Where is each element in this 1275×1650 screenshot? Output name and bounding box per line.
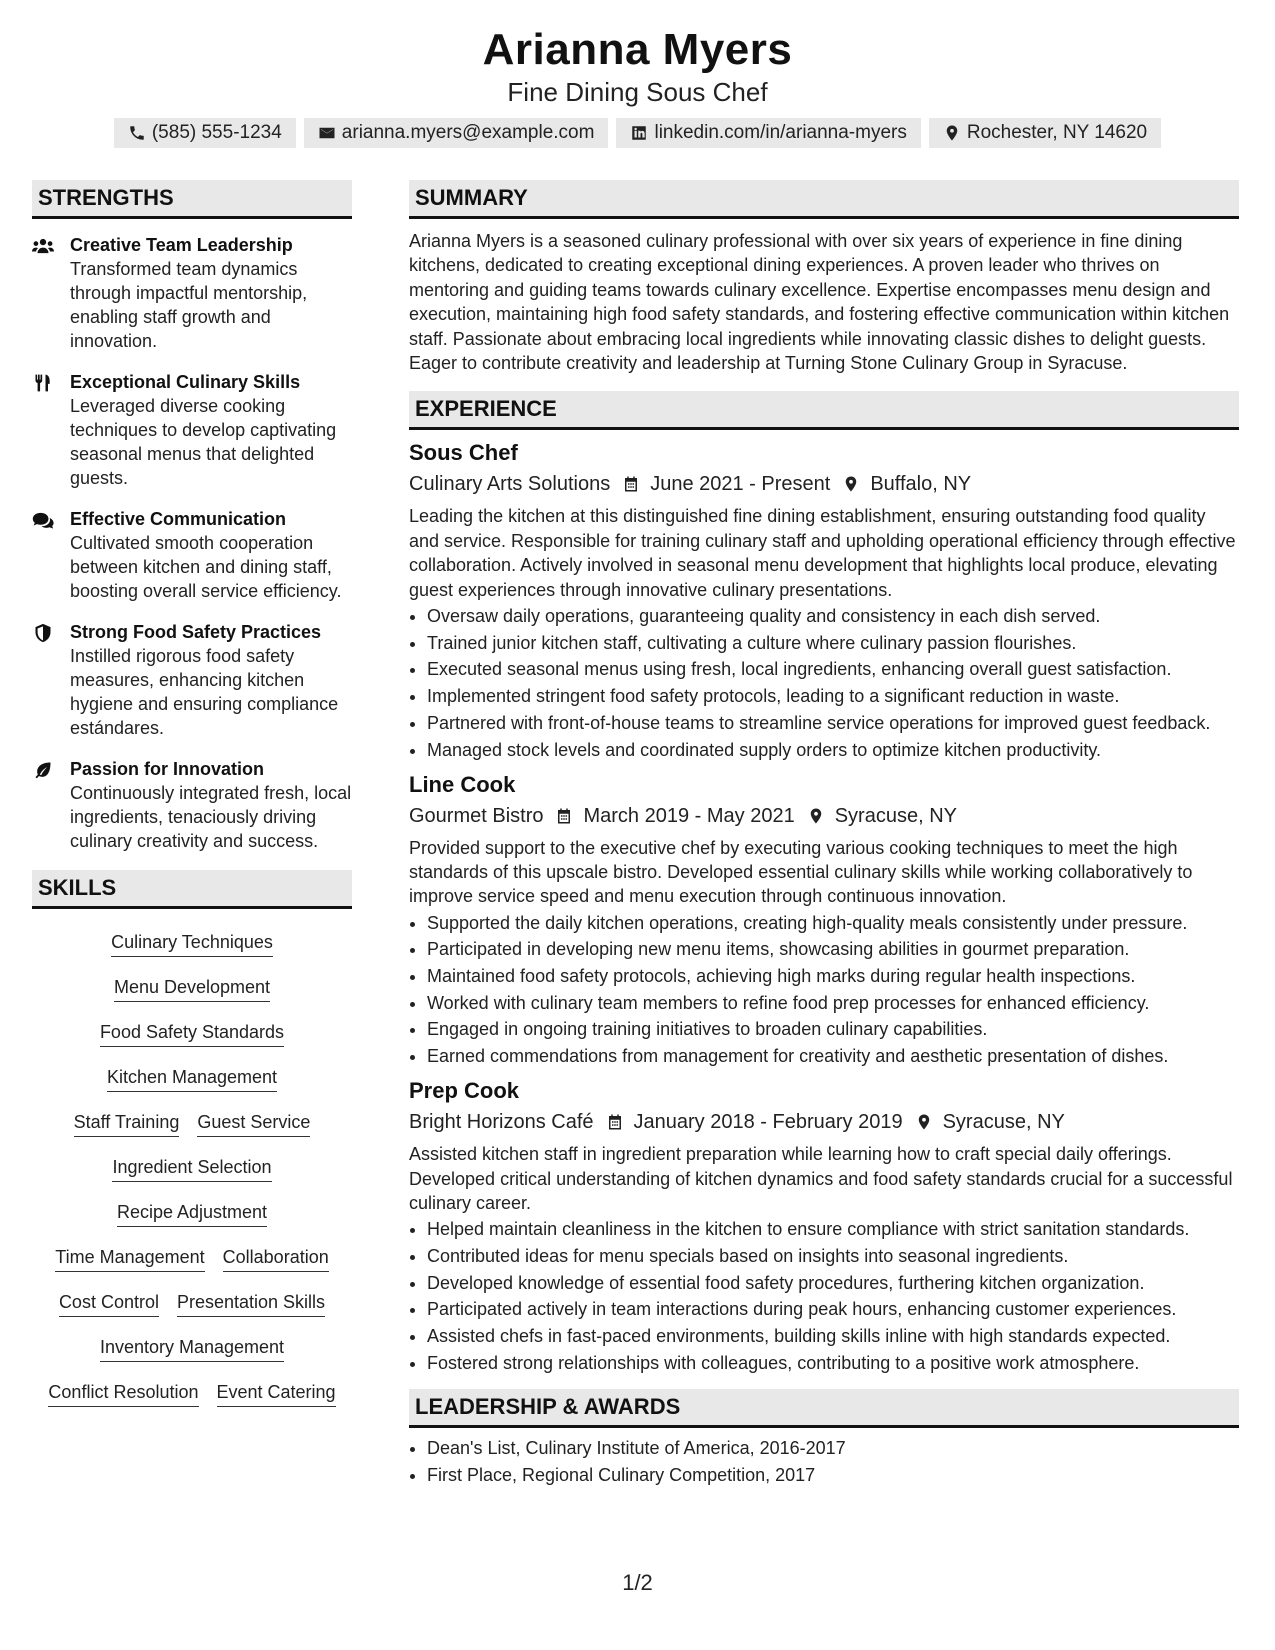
skill-tag: Staff Training <box>74 1111 180 1137</box>
strength-title: Creative Team Leadership <box>70 235 293 255</box>
map-pin-icon <box>842 475 860 493</box>
summary-heading: SUMMARY <box>409 180 1239 219</box>
skills-heading: SKILLS <box>32 870 352 909</box>
skill-tag: Guest Service <box>197 1111 310 1137</box>
list-item: • Trained junior kitchen staff, cultivating a culture where culinary passion flourishes. <box>427 631 1239 655</box>
strength-title: Strong Food Safety Practices <box>70 622 322 642</box>
skill-tag: Conflict Resolution <box>48 1381 198 1407</box>
list-item: • Worked with culinary team members to refine food prep processes for enhanced efficiency. <box>427 991 1239 1015</box>
job-dates: June 2021 - Present <box>650 473 831 496</box>
job-meta <box>409 800 1239 832</box>
contact-location <box>929 118 1161 148</box>
list-item: • Helped maintain cleanliness in the kitchen to ensure compliance with strict sanitation standards. <box>427 1217 1239 1241</box>
skill-tag: Cost Control <box>59 1291 159 1317</box>
left-column <box>32 180 352 1414</box>
candidate-headline: Fine Dining Sous Chef <box>507 77 768 107</box>
strengths-list <box>32 233 352 853</box>
utensils-icon <box>32 373 54 393</box>
skill-tag: Collaboration <box>223 1246 329 1272</box>
job-bullets <box>409 911 1239 1068</box>
job-description: Provided support to the executive chef by executing various cooking techniques to meet the high standards of this upscale bistro. Developed essential culinary skills while working collaboratively to improve service speed and menu execution through continuous innovation. <box>409 837 1193 907</box>
strength-description: Continuously integrated fresh, local ingredients, tenaciously driving culinary creativity and success. <box>70 783 352 851</box>
skill-tag: Ingredient Selection <box>112 1156 271 1182</box>
job-description: Leading the kitchen at this distinguished fine dining establishment, ensuring outstanding food quality and service. Responsible for training culinary staff and upholding operational efficiency through effective collaboration. Actively involved in seasonal menu development that highlights local produce, elevating guest experiences through innovative culinary presentations. <box>409 506 1236 600</box>
awards-list <box>409 1436 1239 1487</box>
list-item: • Partnered with front-of-house teams to streamline service operations for improved guest feedback. <box>427 711 1239 735</box>
location-text: Rochester, NY 14620 <box>966 122 1148 143</box>
job-dates: March 2019 - May 2021 <box>583 804 795 827</box>
job-description: Assisted kitchen staff in ingredient preparation while learning how to craft special daily offerings. Developed critical understanding of kitchen dynamics and food safety standards crucial for a successful culinary career. <box>409 1144 1233 1213</box>
summary-text: Arianna Myers is a seasoned culinary professional with over six years of experience in fine dining kitchens, dedicated to creating exceptional dining experiences. A proven leader who thrives on mentoring and guiding teams towards culinary excellence. Expertise encompasses menu design and execution, maintaining high food safety standards, and fostering effective communication within kitchen staff. Passionate about embracing local ingredients while innovating classic dishes to delight guests. Eager to contribute creativity and leadership at Turning Stone Culinary Group in Syracuse. <box>409 231 1230 374</box>
strength-description: Leveraged diverse cooking techniques to develop captivating seasonal menus that delighted guests. <box>70 396 337 488</box>
skill-tag: Presentation Skills <box>177 1291 325 1317</box>
linkedin-text: linkedin.com/in/arianna-myers <box>654 122 907 143</box>
skill-tag: Time Management <box>55 1246 204 1272</box>
list-item: • Earned commendations from management for creativity and aesthetic presentation of dishes. <box>427 1044 1239 1068</box>
list-item: • Fostered strong relationships with colleagues, contributing to a positive work atmosphere. <box>427 1351 1239 1375</box>
job-title: Sous Chef <box>409 440 518 466</box>
skill-tag: Inventory Management <box>100 1336 284 1362</box>
calendar-icon <box>606 1113 624 1131</box>
strength-item <box>32 620 352 740</box>
strength-description: Instilled rigorous food safety measures, enhancing kitchen hygiene and ensuring compliance estándares. <box>70 646 339 738</box>
list-item: • Developed knowledge of essential food safety procedures, furthering kitchen organization. <box>427 1271 1239 1295</box>
awards-heading: LEADERSHIP & AWARDS <box>409 1389 1239 1428</box>
company-name: Bright Horizons Café <box>409 1111 594 1134</box>
skill-tag: Kitchen Management <box>107 1066 277 1092</box>
skill-tag: Event Catering <box>217 1381 336 1407</box>
resume-header <box>0 0 1275 148</box>
phone-icon <box>128 124 146 142</box>
strength-description: Cultivated smooth cooperation between kitchen and dining staff, boosting overall service efficiency. <box>70 533 342 601</box>
job-entry <box>409 1076 1239 1375</box>
comments-icon <box>32 510 54 530</box>
strengths-heading: STRENGTHS <box>32 180 352 219</box>
list-item: • First Place, Regional Culinary Competition, 2017 <box>427 1463 1239 1487</box>
job-entry <box>409 438 1239 761</box>
list-item: • Supported the daily kitchen operations, creating high-quality meals consistently under pressure. <box>427 911 1239 935</box>
job-meta <box>409 468 1239 500</box>
map-pin-icon <box>807 807 825 825</box>
skill-tag: Culinary Techniques <box>111 931 273 957</box>
job-meta <box>409 1106 1239 1138</box>
calendar-icon <box>622 475 640 493</box>
list-item: • Managed stock levels and coordinated supply orders to optimize kitchen productivity. <box>427 738 1239 762</box>
candidate-name: Arianna Myers <box>482 25 793 74</box>
list-item: • Dean's List, Culinary Institute of America, 2016-2017 <box>427 1436 1239 1460</box>
skill-tag: Recipe Adjustment <box>117 1201 267 1227</box>
awards-section <box>409 1389 1239 1487</box>
contact-email[interactable] <box>304 118 609 148</box>
skills-list <box>32 919 352 1414</box>
job-entry <box>409 770 1239 1069</box>
list-item: • Oversaw daily operations, guaranteeing quality and consistency in each dish served. <box>427 604 1239 628</box>
list-item: • Assisted chefs in fast-paced environments, building skills inline with high standards expected. <box>427 1324 1239 1348</box>
map-pin-icon <box>915 1113 933 1131</box>
shield-icon <box>32 623 54 643</box>
envelope-icon <box>318 124 336 142</box>
list-item: • Contributed ideas for menu specials based on insights into seasonal ingredients. <box>427 1244 1239 1268</box>
strength-title: Exceptional Culinary Skills <box>70 372 301 392</box>
list-item: • Executed seasonal menus using fresh, local ingredients, enhancing overall guest satisfaction. <box>427 657 1239 681</box>
right-column <box>409 180 1239 1489</box>
company-name: Gourmet Bistro <box>409 804 544 827</box>
list-item: • Participated in developing new menu items, showcasing abilities in gourmet preparation. <box>427 937 1239 961</box>
linkedin-icon <box>630 124 648 142</box>
strength-title: Passion for Innovation <box>70 759 265 779</box>
phone-text: (585) 555-1234 <box>151 122 282 143</box>
list-item: • Participated actively in team interactions during peak hours, enhancing customer experiences. <box>427 1297 1239 1321</box>
page-number: 1/2 <box>622 1570 653 1595</box>
contact-linkedin[interactable] <box>616 118 920 148</box>
skill-tag: Menu Development <box>114 976 270 1002</box>
contact-bar <box>0 118 1275 148</box>
contact-phone[interactable] <box>114 118 296 148</box>
strength-item <box>32 233 352 353</box>
experience-heading: EXPERIENCE <box>409 391 1239 430</box>
list-item: • Maintained food safety protocols, achieving high marks during regular health inspections. <box>427 964 1239 988</box>
list-item: • Engaged in ongoing training initiatives to broaden culinary capabilities. <box>427 1017 1239 1041</box>
job-location: Syracuse, NY <box>834 804 957 827</box>
company-name: Culinary Arts Solutions <box>409 473 611 496</box>
strength-item <box>32 507 352 603</box>
job-title: Prep Cook <box>409 1078 520 1104</box>
map-pin-icon <box>943 124 961 142</box>
skill-tag: Food Safety Standards <box>100 1021 284 1047</box>
job-title: Line Cook <box>409 771 516 797</box>
list-item: • Implemented stringent food safety protocols, leading to a significant reduction in waste. <box>427 684 1239 708</box>
job-bullets <box>409 1217 1239 1374</box>
strength-item <box>32 370 352 490</box>
strength-title: Effective Communication <box>70 509 287 529</box>
users-icon <box>32 236 54 256</box>
calendar-icon <box>555 807 573 825</box>
strength-description: Transformed team dynamics through impactful mentorship, enabling staff growth and innovation. <box>70 259 308 351</box>
strength-item <box>32 757 352 853</box>
job-location: Buffalo, NY <box>870 473 972 496</box>
job-location: Syracuse, NY <box>942 1111 1065 1134</box>
email-text: arianna.myers@example.com <box>341 122 595 143</box>
leaf-icon <box>32 760 54 780</box>
job-dates: January 2018 - February 2019 <box>633 1111 903 1134</box>
job-bullets <box>409 604 1239 761</box>
